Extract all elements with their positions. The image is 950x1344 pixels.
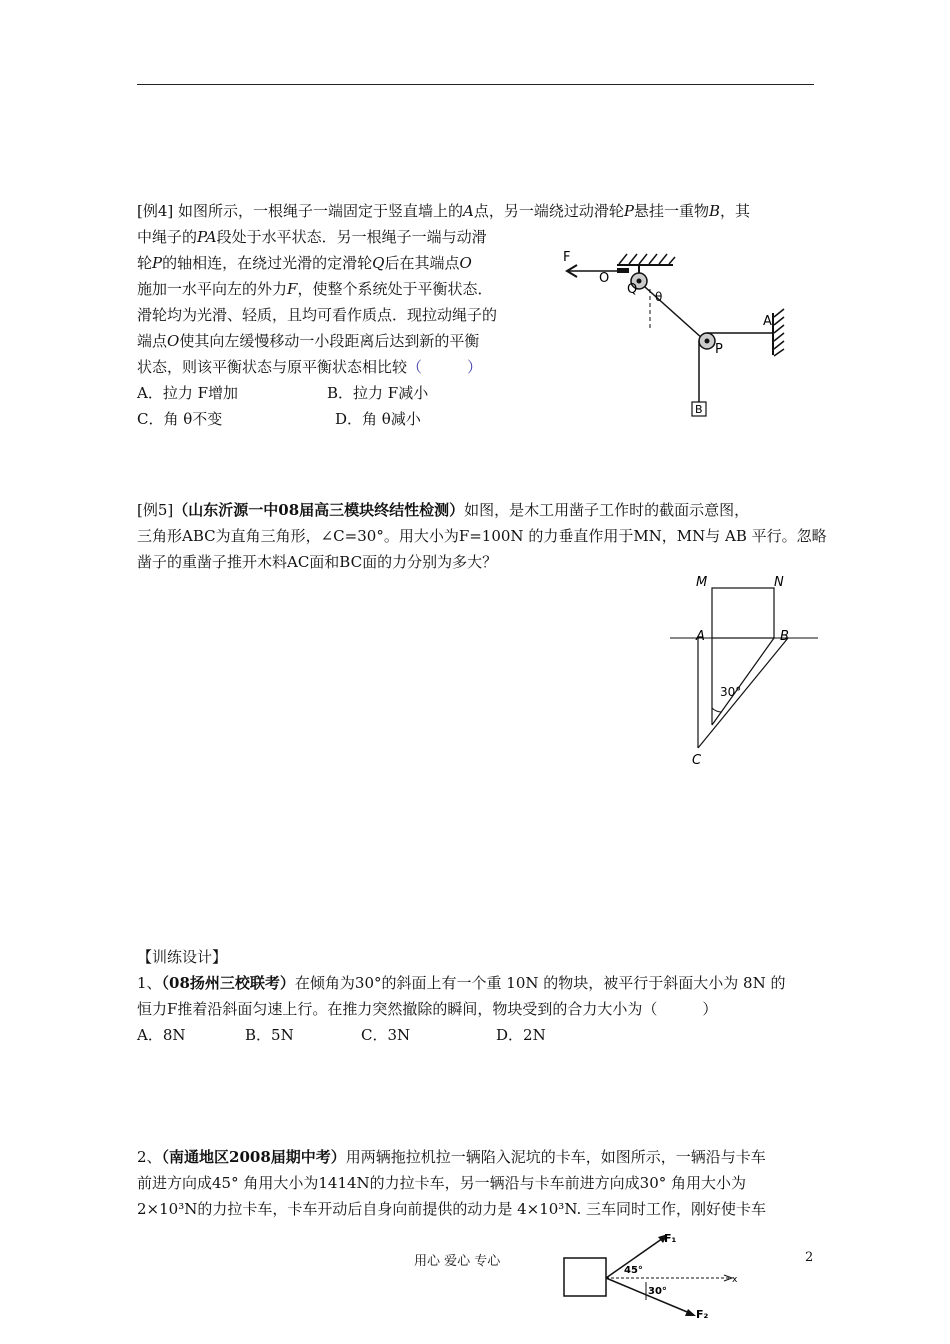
training-heading: 【训练设计】 bbox=[137, 948, 228, 966]
page-number: 2 bbox=[805, 1250, 814, 1265]
f2-arrowhead bbox=[685, 1309, 696, 1316]
q1-option-d: D．2N bbox=[496, 1026, 546, 1044]
q1-line-2: 恒力F推着沿斜面匀速上行。在推力突然撤除的瞬间，物块受到的合力大小为（ ） bbox=[137, 1000, 718, 1018]
text: 状态，则该平衡状态与原平衡状态相比较 bbox=[137, 358, 408, 376]
text: 轮 bbox=[137, 254, 153, 272]
rope-end-block bbox=[617, 268, 629, 273]
label-f: F bbox=[563, 250, 571, 265]
text: 点，另一端绕过动滑轮 bbox=[473, 202, 624, 220]
ex4-line-2 bbox=[137, 228, 487, 246]
source: （08扬州三校联考） bbox=[161, 974, 295, 992]
var: A bbox=[463, 202, 474, 220]
q1-line-1 bbox=[137, 974, 785, 992]
var: P bbox=[152, 254, 163, 272]
q1-option-c: C．3N bbox=[361, 1026, 411, 1044]
label-a: A bbox=[696, 629, 705, 644]
label-b: B bbox=[695, 403, 703, 416]
label-c: C bbox=[692, 753, 702, 768]
label-f2: F₂ bbox=[696, 1308, 709, 1321]
q2-line-1 bbox=[137, 1148, 766, 1166]
var: O bbox=[459, 254, 472, 272]
label-theta: θ bbox=[655, 290, 663, 304]
ex4-option-b: B．拉力 F减小 bbox=[327, 384, 429, 402]
source: （南通地区2008届期中考） bbox=[161, 1148, 346, 1166]
ex5-line-3: 凿子的重凿子推开木料AC面和BC面的力分别为多大？ bbox=[137, 553, 498, 571]
truck-box bbox=[564, 1258, 606, 1296]
header-rule bbox=[137, 84, 814, 85]
ex5-line-1 bbox=[137, 501, 749, 519]
text: 如图，是木工用凿子工作时的截面示意图， bbox=[464, 501, 750, 519]
text: [例4] 如图所示，一根绳子一端固定于竖直墙上的 bbox=[137, 202, 464, 220]
var: F bbox=[287, 280, 298, 298]
var: O bbox=[167, 332, 180, 350]
ex4-line-7 bbox=[137, 358, 482, 376]
ceiling-hatch bbox=[619, 254, 675, 264]
label-b: B bbox=[780, 629, 789, 644]
text: 段处于水平状态．另一根绳子一端与动滑 bbox=[216, 228, 487, 246]
text: 在倾角为30°的斜面上有一个重 10N 的物块，被平行于斜面大小为 8N 的 bbox=[294, 974, 786, 992]
ex4-line-6 bbox=[137, 332, 479, 350]
text: [例5] bbox=[137, 501, 174, 519]
rope-q-to-p bbox=[645, 287, 703, 339]
footer-slogan: 用心 爱心 专心 bbox=[414, 1254, 501, 1269]
label-x: x bbox=[732, 1275, 738, 1285]
angle-arc bbox=[712, 708, 722, 712]
text: 施加一水平向左的外力 bbox=[137, 280, 288, 298]
ex4-option-c: C．角 θ不变 bbox=[137, 410, 223, 428]
label-o: O bbox=[599, 271, 610, 286]
text: 后在其端点 bbox=[384, 254, 460, 272]
text: 用两辆拖拉机拉一辆陷入泥坑的卡车，如图所示，一辆沿与卡车 bbox=[345, 1148, 766, 1166]
text: 使其向左缓慢移动一小段距离后达到新的平衡 bbox=[179, 332, 480, 350]
label-m: M bbox=[696, 575, 708, 590]
text: 的轴相连，在绕过光滑的定滑轮 bbox=[162, 254, 373, 272]
answer-blank: （ ） bbox=[407, 358, 483, 376]
q2-line-3: 2×10³N的力拉卡车，卡车开动后自身向前提供的动力是 4×10³N. 三车同时工作，刚好使卡车 bbox=[137, 1200, 767, 1218]
var: B bbox=[709, 202, 721, 220]
ex5-line-2: 三角形ABC为直角三角形，∠C=30°。用大小为F=100N 的力垂直作用于MN，MN与 AB 平行。忽略 bbox=[137, 527, 827, 545]
label-f1: F₁ bbox=[664, 1232, 677, 1245]
moving-pulley-axle bbox=[705, 339, 710, 344]
ex4-line-1 bbox=[137, 202, 750, 220]
ex4-line-4 bbox=[137, 280, 492, 298]
label-a: A bbox=[763, 314, 772, 329]
chisel-figure bbox=[670, 570, 820, 770]
ex4-line-3 bbox=[137, 254, 472, 272]
q2-line-2: 前进方向成45° 角用大小为1414N的力拉卡车，另一辆沿与卡车前进方向成30° 角用大小为 bbox=[137, 1174, 747, 1192]
var: PA bbox=[197, 228, 217, 246]
text: 悬挂一重物 bbox=[633, 202, 709, 220]
label-30deg: 30° bbox=[648, 1286, 667, 1297]
label-30deg: 30° bbox=[720, 685, 742, 699]
var: Q bbox=[372, 254, 385, 272]
text: ，其 bbox=[720, 202, 751, 220]
chisel-handle bbox=[712, 588, 774, 638]
source: （山东沂源一中08届高三模块终结性检测） bbox=[173, 501, 465, 519]
label-p: P bbox=[715, 342, 723, 357]
text: 中绳子的 bbox=[137, 228, 198, 246]
ex4-option-a: A．拉力 F增加 bbox=[137, 384, 239, 402]
label-45deg: 45° bbox=[624, 1265, 643, 1276]
truck-figure bbox=[560, 1228, 750, 1322]
text: 1、 bbox=[137, 974, 162, 992]
q1-option-b: B．5N bbox=[245, 1026, 294, 1044]
pulley-figure bbox=[555, 245, 805, 425]
var: P bbox=[623, 202, 634, 220]
ex4-option-d: D．角 θ减小 bbox=[335, 410, 421, 428]
q1-option-a: A．8N bbox=[137, 1026, 186, 1044]
label-q: Q bbox=[627, 282, 638, 297]
fixed-pulley-axle bbox=[637, 279, 642, 284]
ex4-line-5: 滑轮均为光滑、轻质，且均可看作质点．现拉动绳子的 bbox=[137, 306, 498, 324]
wall-hatch bbox=[774, 309, 784, 356]
text: 端点 bbox=[137, 332, 168, 350]
text: ，使整个系统处于平衡状态． bbox=[297, 280, 493, 298]
label-n: N bbox=[774, 575, 784, 590]
text: 2、 bbox=[137, 1148, 162, 1166]
